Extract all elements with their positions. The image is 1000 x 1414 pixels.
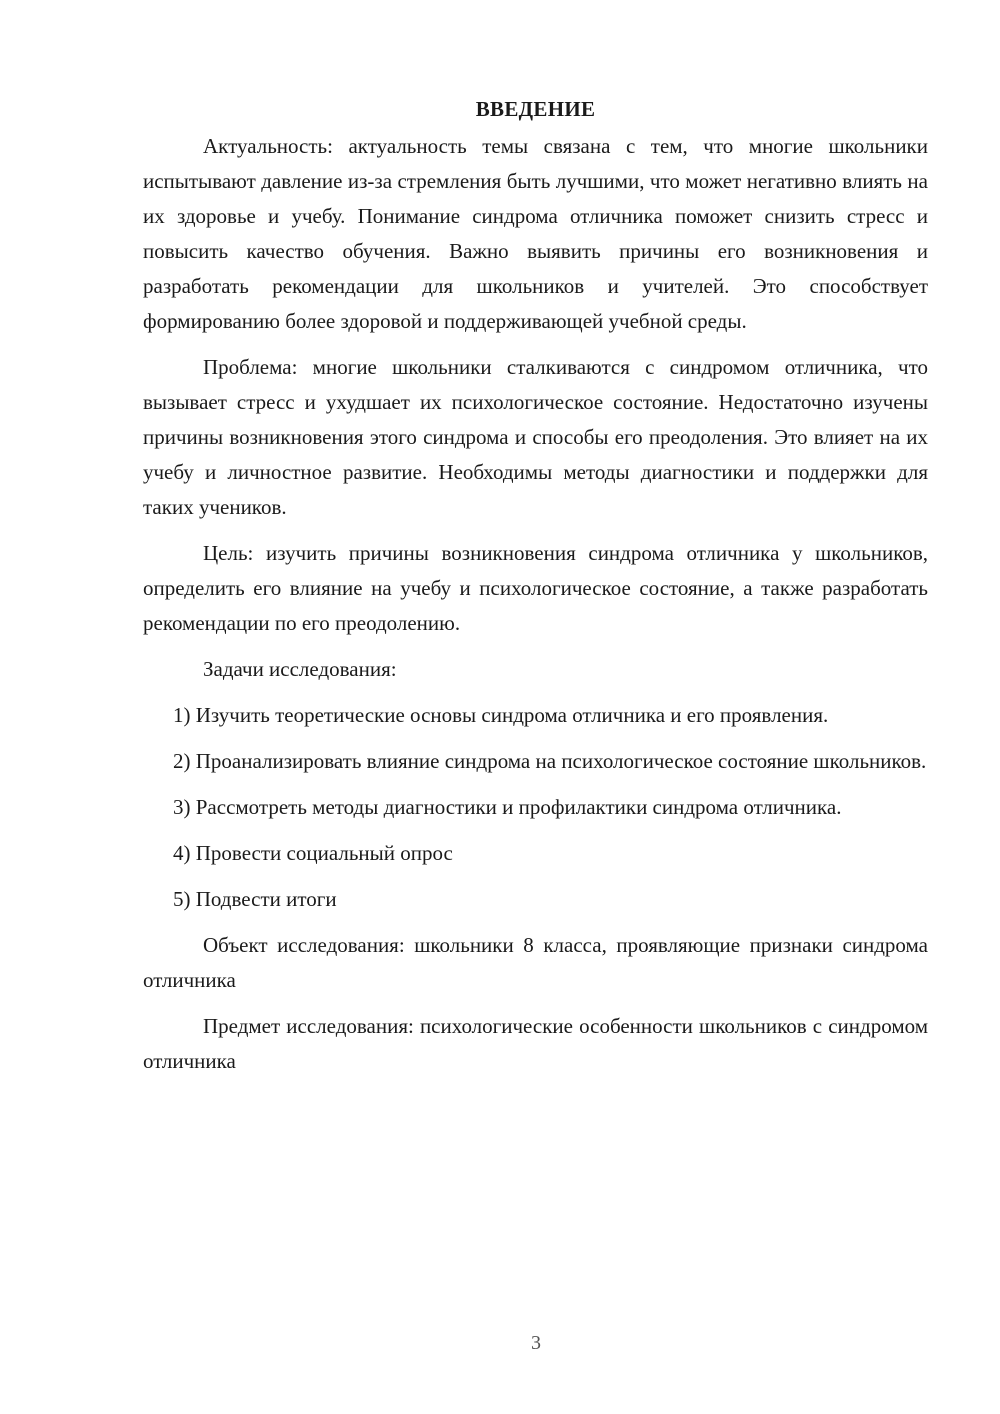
task-item: 3) Рассмотреть методы диагностики и профилактики синдрома отличника. bbox=[173, 795, 842, 819]
page-number: 3 bbox=[531, 1332, 541, 1354]
object-paragraph: Объект исследования: школьники 8 класса, проявляющие признаки синдрома отличника bbox=[143, 933, 928, 992]
task-item: 2) Проанализировать влияние синдрома на психологическое состояние школьников. bbox=[173, 749, 927, 773]
subject-paragraph: Предмет исследования: психологические особенности школьников с синдромом отличника bbox=[143, 1014, 928, 1073]
task-item: 1) Изучить теоретические основы синдрома отличника и его проявления. bbox=[173, 703, 829, 727]
task-item: 5) Подвести итоги bbox=[173, 887, 337, 911]
task-item: 4) Провести социальный опрос bbox=[173, 841, 453, 865]
tasks-heading: Задачи исследования: bbox=[203, 657, 397, 681]
page-title: ВВЕДЕНИЕ bbox=[475, 97, 596, 121]
goal-paragraph: Цель: изучить причины возникновения синдрома отличника у школьников, определить его влияние на учебу и психологическое состояние, а также разработать рекомендации по его преодолению. bbox=[143, 541, 928, 635]
relevance-paragraph: Актуальность: актуальность темы связана с тем, что многие школьники испытывают давление из-за стремления быть лучшими, что может негативно влиять на их здоровье и учебу. Понимание синдрома отличника поможет снизить стресс и повысить качество обучения. Важно выявить причины его возникновения и разработать рекомендации для школьников и учителей. Это способствует формированию более здоровой и поддерживающей учебной среды. bbox=[143, 134, 928, 333]
document-page bbox=[143, 92, 928, 1090]
problem-paragraph: Проблема: многие школьники сталкиваются с синдромом отличника, что вызывает стресс и ухудшает их психологическое состояние. Недостаточно изучены причины возникновения этого синдрома и способы его преодоления. Это влияет на их учебу и личностное развитие. Необходимы методы диагностики и поддержки для таких учеников. bbox=[143, 355, 928, 519]
